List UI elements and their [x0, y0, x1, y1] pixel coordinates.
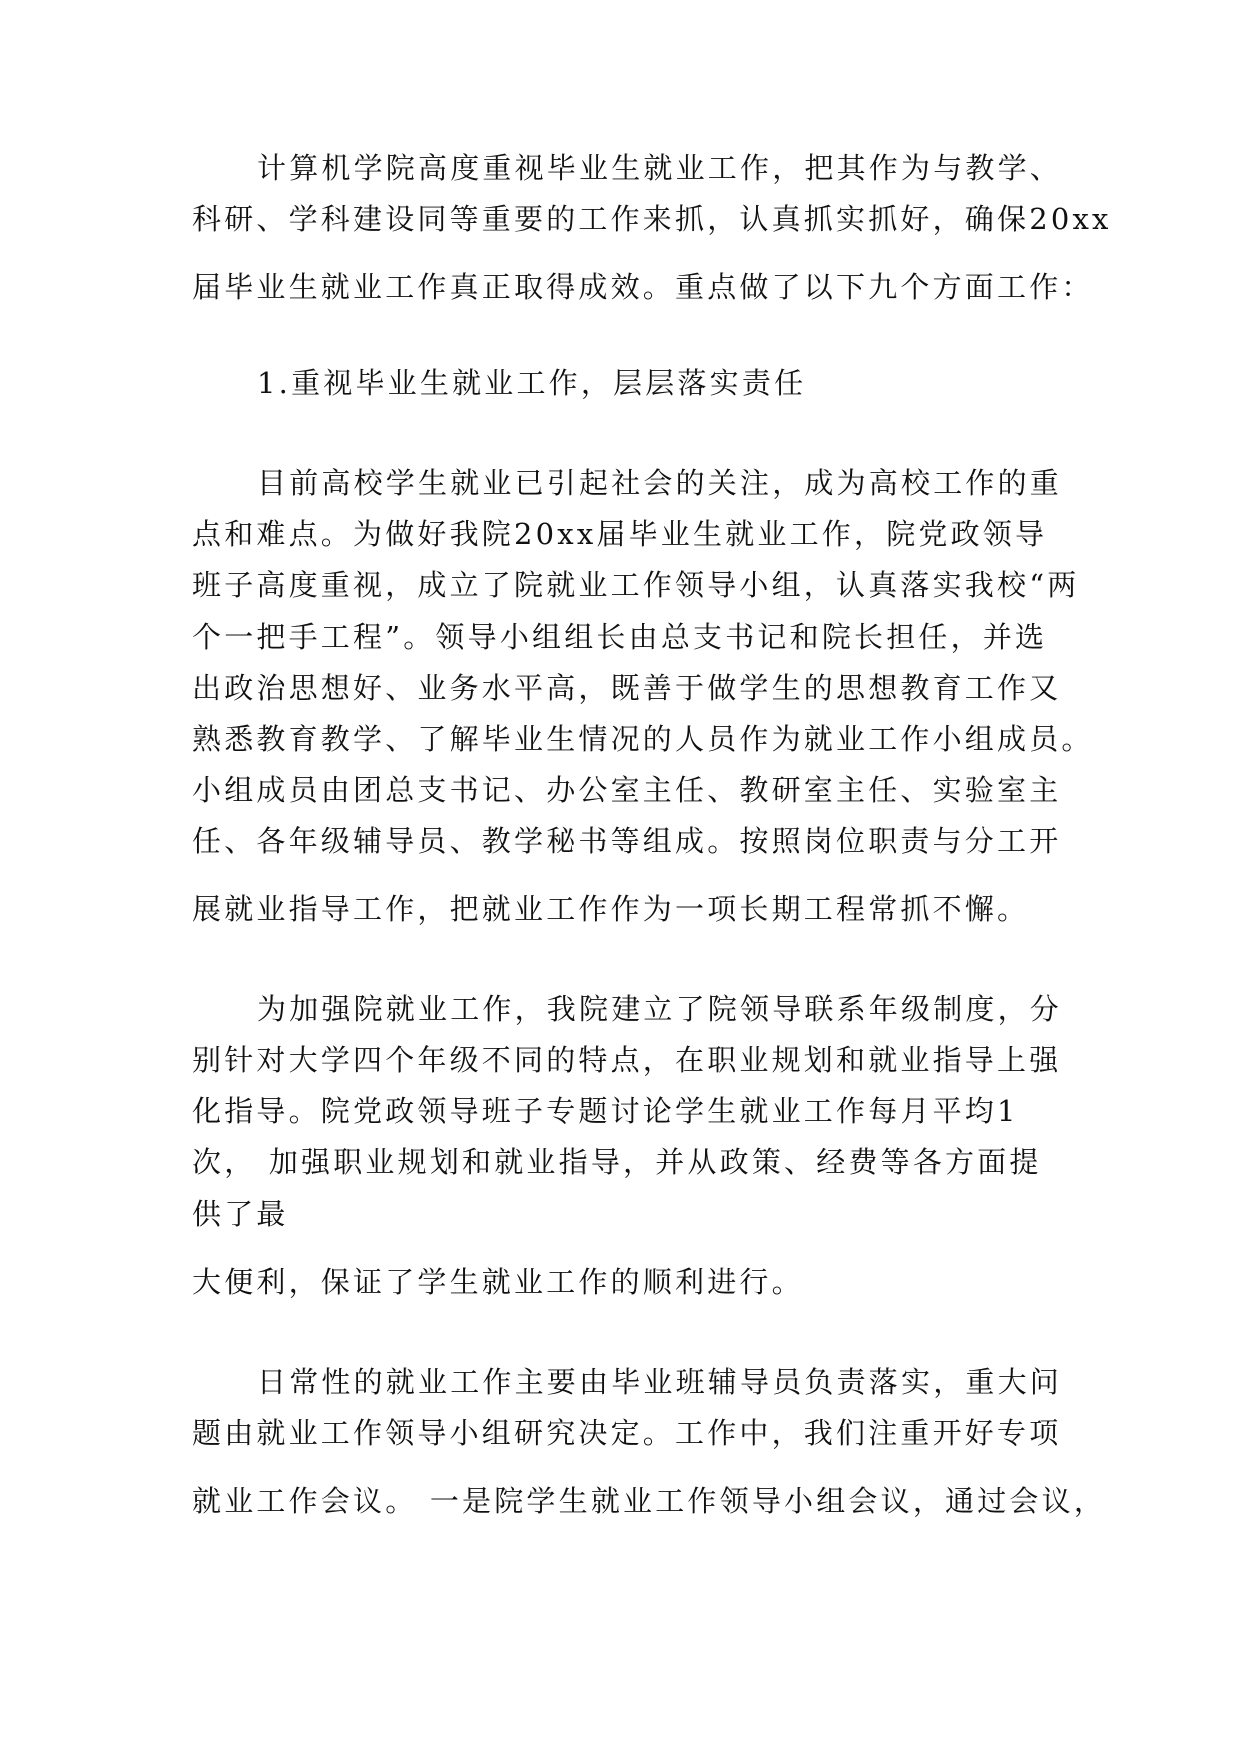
section-heading: 1.重视毕业生就业工作，层层落实责任 — [257, 366, 807, 400]
text-line: 目前高校学生就业已引起社会的关注，成为高校工作的重 — [257, 466, 1063, 500]
text-line: 任、各年级辅导员、教学秘书等组成。按照岗位职责与分工开 — [192, 824, 1062, 858]
text-line: 点和难点。为做好我院20xx届毕业生就业工作，院党政领导 — [192, 517, 1048, 551]
text-line: 展就业指导工作，把就业工作作为一项长期工程常抓不懈。 — [192, 892, 1030, 926]
text-line: 大便利，保证了学生就业工作的顺利进行。 — [192, 1265, 804, 1299]
text-line: 供了最 — [192, 1197, 289, 1231]
text-line: 个一把手工程”。领导小组组长由总支书记和院长担任，并选 — [192, 620, 1048, 654]
text-line: 科研、学科建设同等重要的工作来抓，认真抓实抓好，确保20xx — [192, 202, 1112, 236]
text-line: 题由就业工作领导小组研究决定。工作中，我们注重开好专项 — [192, 1416, 1062, 1450]
text-line: 出政治思想好、业务水平高，既善于做学生的思想教育工作又 — [192, 671, 1062, 705]
text-line: 次， 加强职业规划和就业指导，并从政策、经费等各方面提 — [192, 1145, 1042, 1179]
text-line: 熟悉教育教学、了解毕业生情况的人员作为就业工作小组成员。 — [192, 722, 1094, 756]
text-line: 班子高度重视，成立了院就业工作领导小组，认真落实我校“两 — [192, 568, 1080, 602]
text-line: 日常性的就业工作主要由毕业班辅导员负责落实，重大问 — [257, 1365, 1063, 1399]
text-line: 小组成员由团总支书记、办公室主任、教研室主任、实验室主 — [192, 773, 1062, 807]
text-line: 就业工作会议。 一是院学生就业工作领导小组会议，通过会议， — [192, 1484, 1107, 1518]
text-line: 计算机学院高度重视毕业生就业工作，把其作为与教学、 — [257, 151, 1063, 185]
text-line: 届毕业生就业工作真正取得成效。重点做了以下九个方面工作： — [192, 270, 1094, 304]
text-line: 化指导。院党政领导班子专题讨论学生就业工作每月平均1 — [192, 1094, 1019, 1128]
text-line: 别针对大学四个年级不同的特点，在职业规划和就业指导上强 — [192, 1043, 1062, 1077]
text-line: 为加强院就业工作，我院建立了院领导联系年级制度，分 — [257, 992, 1063, 1026]
